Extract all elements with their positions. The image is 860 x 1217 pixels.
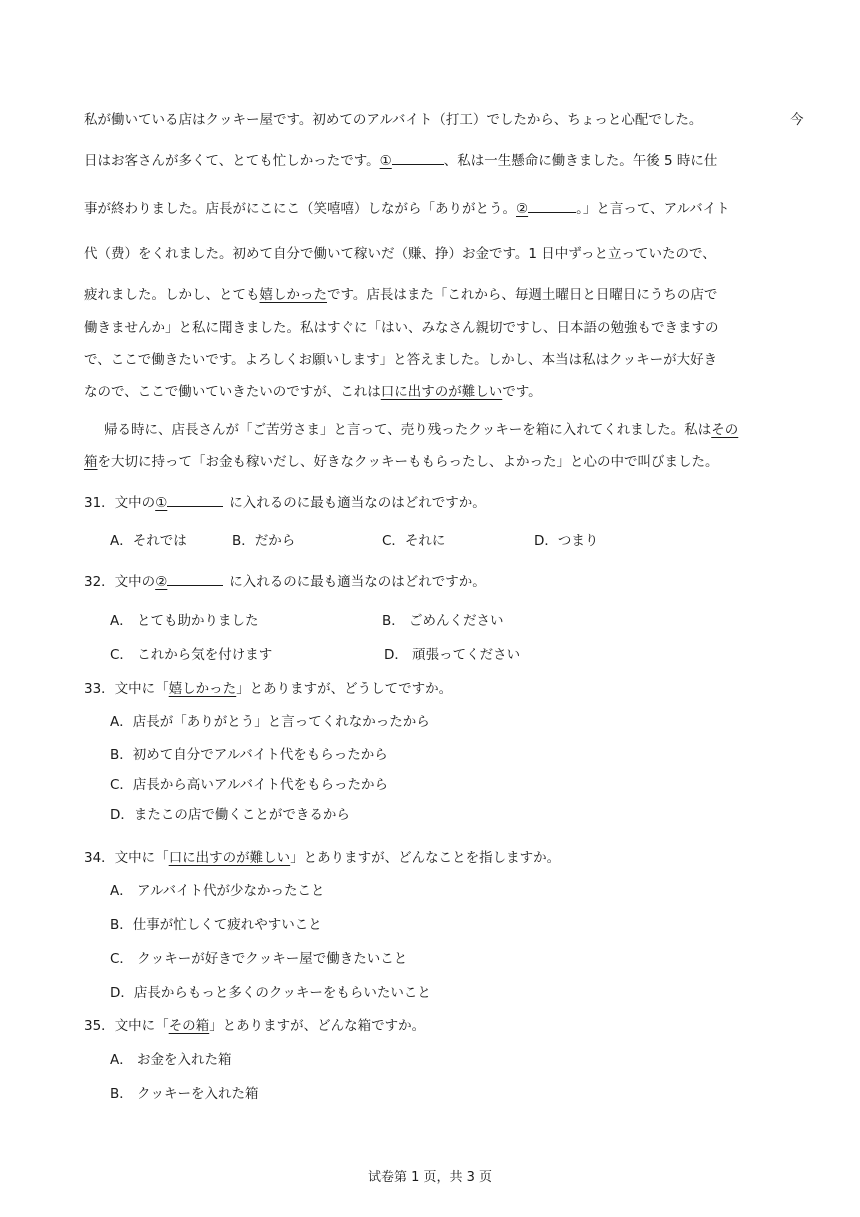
q35-option-a[interactable]: A． お金を入れた箱: [110, 1052, 232, 1068]
passage-line-1-tail: 今: [790, 112, 804, 128]
passage-line-3: 事が終わりました。店長がにこにこ（笑嘻嘻）しながら「ありがとう。② 。」と言って、アルバイト: [84, 198, 730, 219]
q33-option-d[interactable]: D．またこの店で働くことができるから: [110, 807, 350, 823]
q32-option-a[interactable]: A． とても助かりました: [110, 613, 259, 629]
blank-ref-1: ①: [155, 495, 223, 511]
passage-line-7: で、ここで働きたいです。よろしくお願いします」と答えました。しかし、本当は私はクッキーが大好き: [84, 352, 718, 368]
q34-option-b[interactable]: B．仕事が忙しくて疲れやすいこと: [110, 917, 322, 933]
page-footer: 试卷第 1 页，共 3 页: [367, 1170, 493, 1185]
question-32: 32．文中の② に入れるのに最も適当なのはどれですか。: [84, 571, 486, 592]
q33-option-c[interactable]: C．店長から高いアルバイト代をもらったから: [110, 777, 388, 793]
q32-option-b[interactable]: B． ごめんください: [382, 613, 504, 629]
passage-line-2: 日はお客さんが多くて、とても忙しかったです。① 、私は一生懸命に働きました。午後 5 時に仕: [84, 150, 717, 171]
passage-line-4: 代（费）をくれました。初めて自分で働いて稼いだ（赚、挣）お金です。1 日中ずっと立っていたので、: [84, 246, 716, 262]
question-31: 31．文中の① に入れるのに最も適当なのはどれですか。: [84, 492, 486, 513]
passage-line-8: なので、ここで働いていきたいのですが、これは口に出すのが難しいです。: [84, 384, 542, 400]
passage-line-1: 私が働いている店はクッキー屋です。初めてのアルバイト（打工）でしたから、ちょっと心配でした。: [84, 112, 703, 128]
q33-option-b[interactable]: B．初めて自分でアルバイト代をもらったから: [110, 747, 388, 763]
passage-line-9: 帰る時に、店長さんが「ご苦労さま」と言って、売り残ったクッキーを箱に入れてくれました。私はその: [104, 422, 739, 438]
question-35: 35．文中に「その箱」とありますが、どんな箱ですか。: [84, 1018, 426, 1034]
blank-ref-2: ②: [155, 574, 223, 590]
q32-option-c[interactable]: C． これから気を付けます: [110, 647, 273, 663]
blank-2: ②: [516, 201, 576, 217]
question-33: 33．文中に「嬉しかった」とありますが、どうしてですか。: [84, 681, 453, 697]
q31-option-c[interactable]: C．それに: [382, 533, 446, 549]
q33-option-a[interactable]: A．店長が「ありがとう」と言ってくれなかったから: [110, 714, 430, 730]
blank-1: ①: [380, 153, 444, 169]
q31-option-a[interactable]: A．それでは: [110, 533, 187, 549]
underlined-ureshikatta: 嬉しかった: [259, 287, 327, 303]
q34-option-c[interactable]: C． クッキーが好きでクッキー屋で働きたいこと: [110, 951, 408, 967]
underlined-hako: 箱: [84, 454, 98, 470]
passage-line-6: 働きませんか」と私に聞きました。私はすぐに「はい、みなさん親切ですし、日本語の勉強もできますの: [84, 320, 719, 336]
q34-option-a[interactable]: A． アルバイト代が少なかったこと: [110, 883, 325, 899]
underlined-kuchi: 口に出すのが難しい: [380, 384, 503, 400]
q34-option-d[interactable]: D．店長からもっと多くのクッキーをもらいたいこと: [110, 985, 431, 1001]
q32-option-d[interactable]: D． 頑張ってください: [384, 647, 521, 663]
passage-line-5: 疲れました。しかし、とても嬉しかったです。店長はまた「これから、毎週土曜日と日曜日にうちの店で: [84, 287, 718, 303]
q31-option-b[interactable]: B．だから: [232, 533, 296, 549]
q35-option-b[interactable]: B． クッキーを入れた箱: [110, 1086, 259, 1102]
question-34: 34．文中に「口に出すのが難しい」とありますが、どんなことを指しますか。: [84, 850, 561, 866]
q31-option-d[interactable]: D．つまり: [534, 533, 599, 549]
underlined-sono: その: [711, 422, 739, 438]
passage-line-10: 箱を大切に持って「お金も稼いだし、好きなクッキーももらったし、よかった」と心の中で叫びました。: [84, 454, 719, 470]
